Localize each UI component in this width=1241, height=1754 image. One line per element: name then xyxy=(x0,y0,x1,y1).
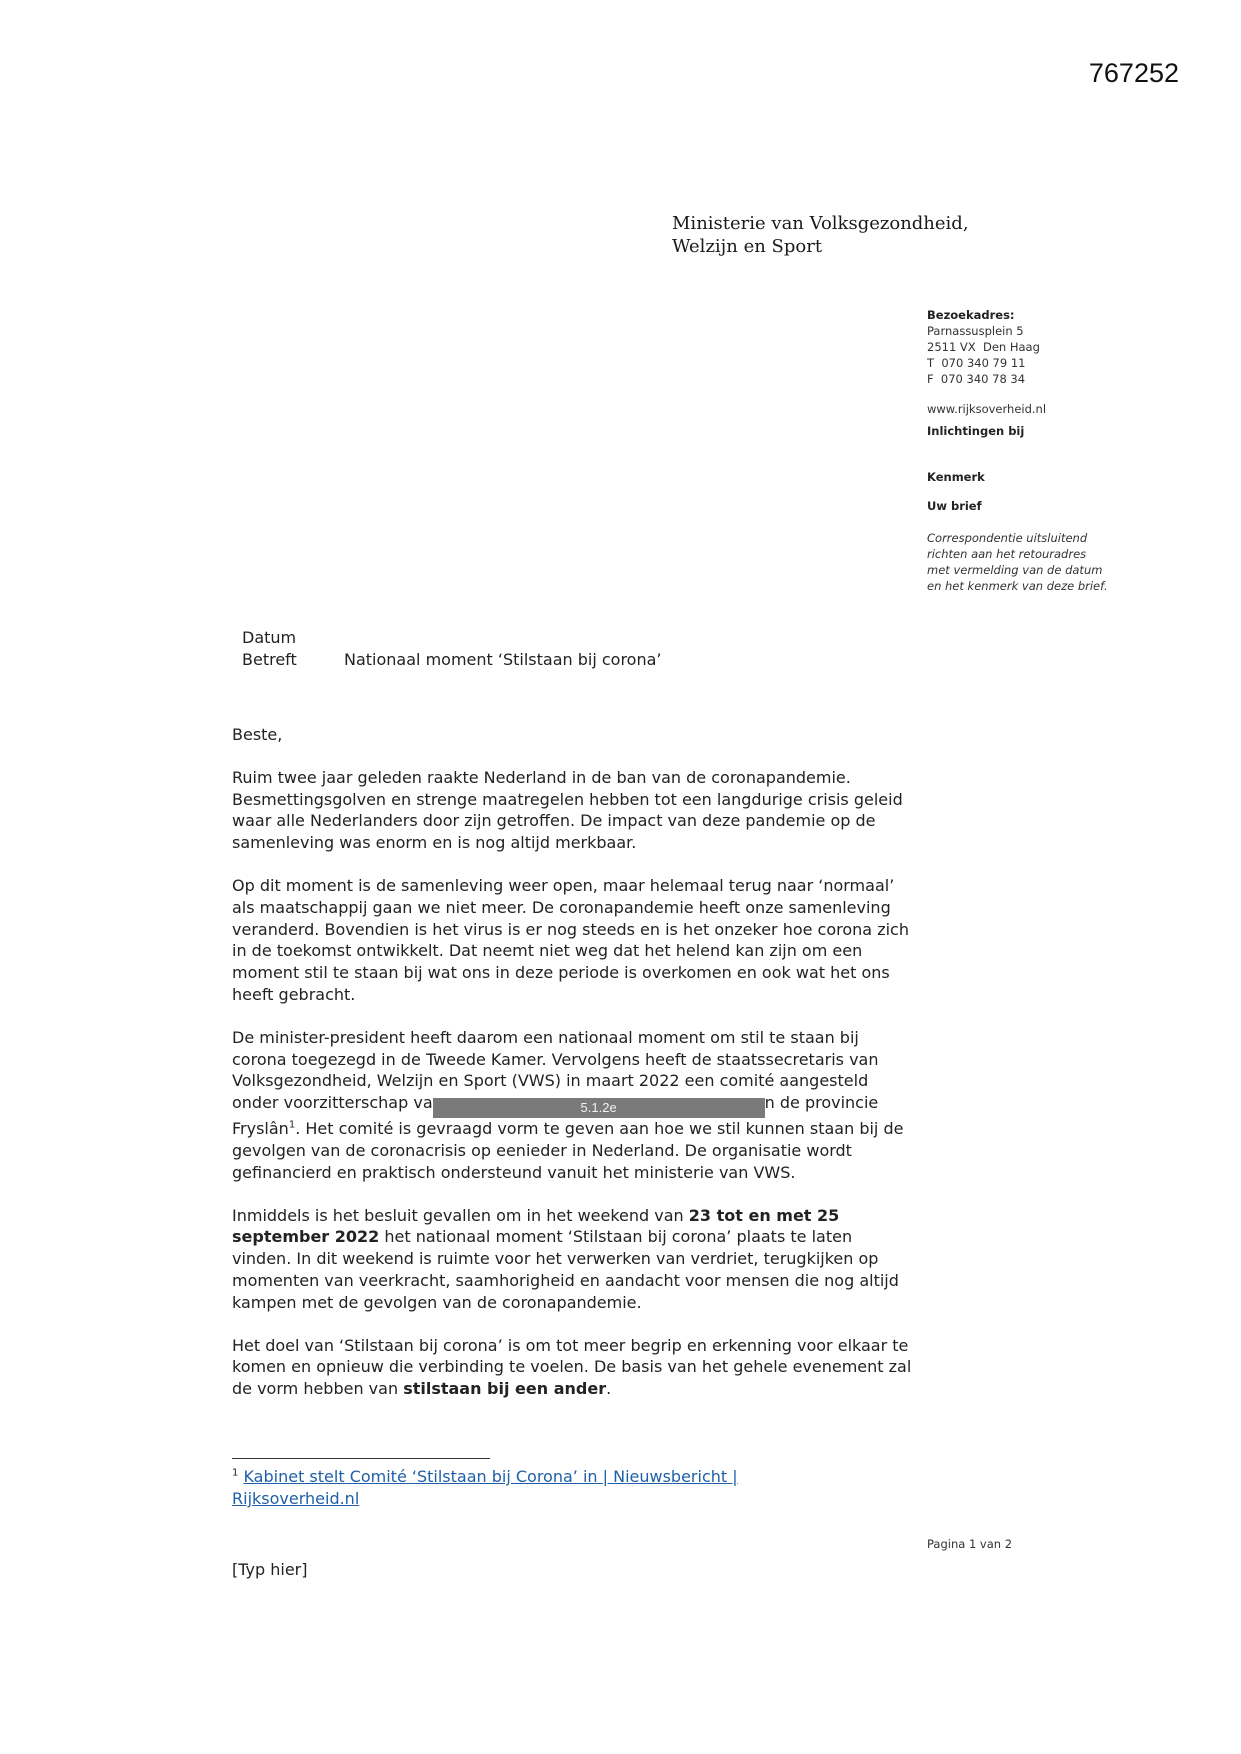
placeholder-text: [Typ hier] xyxy=(232,1560,308,1579)
fax-number: F 070 340 78 34 xyxy=(927,372,1026,386)
document-number: 767252 xyxy=(1088,58,1179,88)
subject-label: Betreft xyxy=(242,650,297,669)
footnote-number: 1 xyxy=(232,1467,239,1479)
info-label: Inlichtingen bij xyxy=(927,424,1025,438)
redaction-box: 5.1.2e xyxy=(433,1098,765,1118)
paragraph-3-middle: n de provincie Fryslân xyxy=(232,1093,879,1139)
paragraph-5 xyxy=(232,1335,912,1400)
letter-body xyxy=(232,724,912,1421)
ministry-line-1: Ministerie van Volksgezondheid, xyxy=(672,213,969,234)
your-letter-label: Uw brief xyxy=(927,499,982,513)
footnote-link[interactable]: Kabinet stelt Comité ‘Stilstaan bij Corona’ in | Nieuwsbericht | Rijksoverheid.nl xyxy=(232,1467,738,1508)
event-form: stilstaan bij een ander xyxy=(403,1379,607,1399)
website: www.rijksoverheid.nl xyxy=(927,402,1047,416)
paragraph-5-end: . xyxy=(606,1379,612,1399)
event-dates: 23 tot en met 25 september 2022 xyxy=(232,1205,840,1247)
letter-meta xyxy=(242,627,661,671)
letterhead-sidebar xyxy=(927,307,1137,594)
correspondence-note: Correspondentie uitsluitend richten aan het retouradres met vermelding van de datum en het kenmerk van deze brief. xyxy=(927,531,1108,593)
reference-label: Kenmerk xyxy=(927,470,985,484)
visit-address-label: Bezoekadres: xyxy=(927,308,1015,322)
phone-number: T 070 340 79 11 xyxy=(927,356,1026,370)
address-line-2: 2511 VX Den Haag xyxy=(927,340,1040,354)
ministry-line-2: Welzijn en Sport xyxy=(672,236,823,257)
footnote xyxy=(232,1466,832,1510)
subject-value: Nationaal moment ‘Stilstaan bij corona’ xyxy=(344,650,662,669)
paragraph-3 xyxy=(232,1027,912,1184)
paragraph-3-end: . Het comité is gevraagd vorm te geven aan hoe we stil kunnen staan bij de gevolgen van de coronacrisis op eenieder in Nederland. De organisatie wordt gefinancierd en praktisch ondersteund vanuit het ministerie van VWS. xyxy=(232,1119,904,1182)
paragraph-5-start: Het doel van ‘Stilstaan bij corona’ is om tot meer begrip en erkenning voor elkaar te komen en opnieuw die verbinding te voelen. De basis van het gehele evenement zal de vorm hebben van xyxy=(232,1335,912,1399)
paragraph-4 xyxy=(232,1205,912,1314)
salutation: Beste, xyxy=(232,725,283,744)
ministry-name xyxy=(672,212,969,258)
date-label: Datum xyxy=(242,628,297,647)
paragraph-1: Ruim twee jaar geleden raakte Nederland in de ban van de coronapandemie. Besmettingsgolven en strenge maatregelen hebben tot een langdurige crisis geleid waar alle Nederlanders door zijn getroffen. De impact van deze pandemie op de samenleving was enorm en is nog altijd merkbaar. xyxy=(232,767,903,853)
paragraph-2: Op dit moment is de samenleving weer open, maar helemaal terug naar ‘normaal’ als maatschappij gaan we niet meer. De coronapandemie heeft onze samenleving veranderd. Bovendien is het virus is er nog steeds en is het onzeker hoe corona zich in de toekomst ontwikkelt. Dat neemt niet weg dat het helend kan zijn om een moment stil te staan bij wat ons in deze periode is overkomen en ook wat het ons heeft gebracht. xyxy=(232,875,909,1004)
footnote-divider xyxy=(232,1458,490,1459)
page-number: Pagina 1 van 2 xyxy=(927,1537,1013,1551)
paragraph-4-start: Inmiddels is het besluit gevallen om in het weekend van xyxy=(232,1205,689,1225)
paragraph-4-end: het nationaal moment ‘Stilstaan bij corona’ plaats te laten vinden. In dit weekend is ruimte voor het verwerken van verdriet, terugkijken op momenten van veerkracht, saamhorigheid en aandacht voor mensen die nog altijd kampen met de gevolgen van de coronapandemie. xyxy=(232,1227,899,1312)
footnote-reference[interactable]: 1 xyxy=(288,1119,296,1131)
paragraph-3-start: De minister-president heeft daarom een nationaal moment om stil te staan bij corona toegezegd in de Tweede Kamer. Vervolgens heeft de staatssecretaris van Volksgezondheid, Welzijn en Sport (VWS) in maart 2022 een comité aangesteld onder voorzitterschap va xyxy=(232,1027,879,1113)
address-line-1: Parnassusplein 5 xyxy=(927,324,1024,338)
